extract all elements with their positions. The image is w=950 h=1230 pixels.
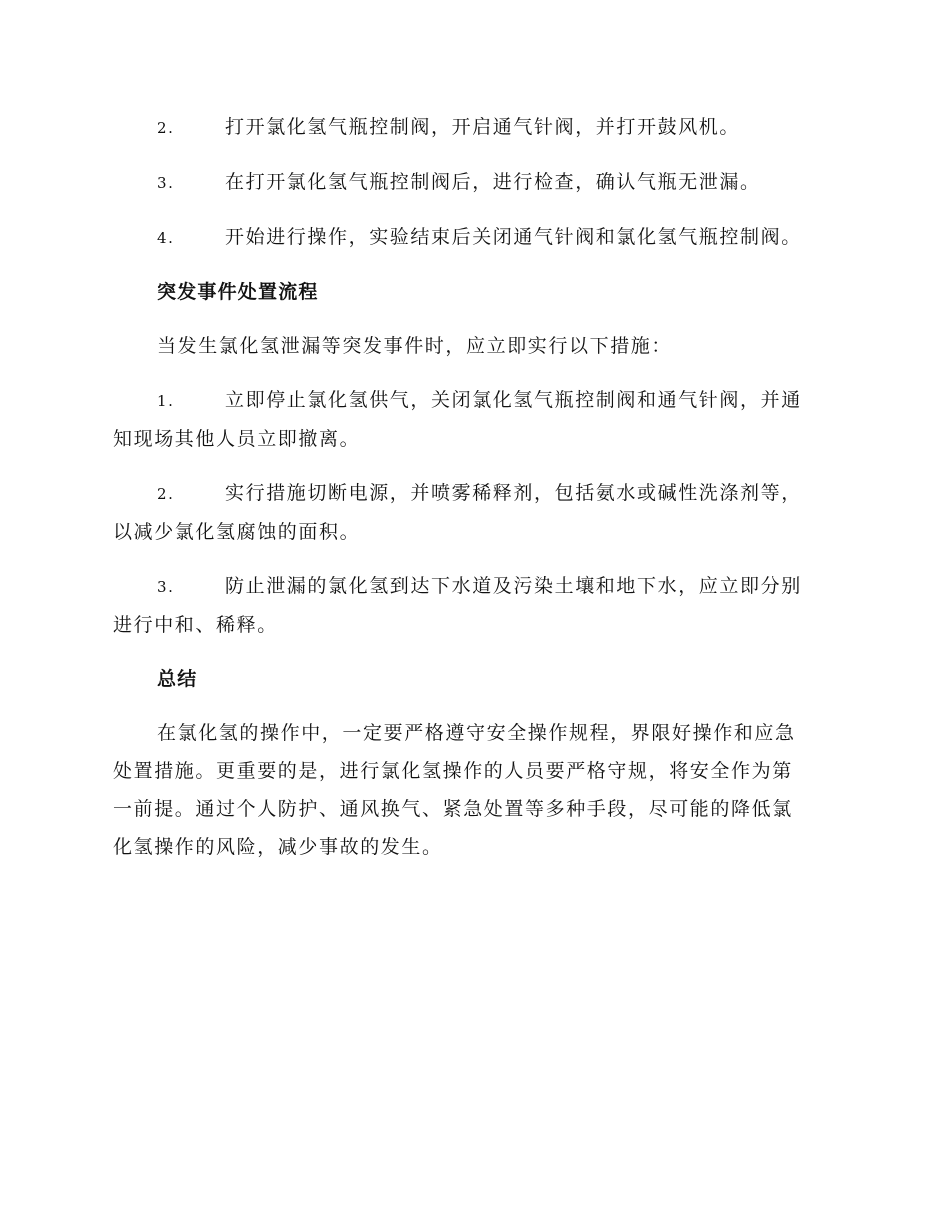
item-text-line: 以减少氯化氢腐蚀的面积。 — [113, 521, 361, 543]
summary-line: 在氯化氢的操作中，一定要严格遵守安全操作规程，界限好操作和应急 — [157, 722, 796, 744]
step-text: 在打开氯化氢气瓶控制阀后，进行检查，确认气瓶无泄漏。 — [225, 171, 761, 193]
step-number: 2. — [157, 119, 175, 137]
step-number: 4. — [157, 229, 175, 247]
item-text-line: 防止泄漏的氯化氢到达下水道及污染土壤和地下水，应立即分别 — [225, 575, 802, 597]
summary-line: 一前提。通过个人防护、通风换气、紧急处置等多种手段，尽可能的降低氯 — [113, 798, 793, 820]
step-item — [113, 163, 833, 202]
item-number: 2. — [157, 485, 175, 503]
step-list-top — [113, 108, 833, 257]
summary-line: 处置措施。更重要的是，进行氯化氢操作的人员要严格守规，将安全作为第 — [113, 760, 793, 782]
emergency-item — [113, 381, 833, 458]
step-text: 开始进行操作，实验结束后关闭通气针阀和氯化氢气瓶控制阀。 — [225, 226, 802, 248]
item-text-line: 进行中和、稀释。 — [113, 614, 278, 636]
item-text-line: 立即停止氯化氢供气，关闭氯化氢气瓶控制阀和通气针阀，并通 — [225, 389, 802, 411]
emergency-item — [113, 567, 833, 644]
emergency-intro: 当发生氯化氢泄漏等突发事件时，应立即实行以下措施： — [157, 335, 673, 357]
emergency-item — [113, 474, 833, 551]
item-text-line: 知现场其他人员立即撤离。 — [113, 428, 361, 450]
summary-paragraph — [113, 714, 833, 866]
section-heading-summary: 总结 — [157, 668, 198, 690]
item-number: 1. — [157, 392, 175, 410]
item-text-line: 实行措施切断电源，并喷雾稀释剂，包括氨水或碱性洗涤剂等， — [225, 482, 802, 504]
document-body — [113, 108, 833, 866]
item-number: 3. — [157, 578, 175, 596]
step-item — [113, 108, 833, 147]
summary-line: 化氢操作的风险，减少事故的发生。 — [113, 836, 443, 858]
step-item — [113, 218, 833, 257]
step-number: 3. — [157, 174, 175, 192]
step-text: 打开氯化氢气瓶控制阀，开启通气针阀，并打开鼓风机。 — [225, 116, 741, 138]
section-heading-emergency: 突发事件处置流程 — [157, 281, 319, 303]
